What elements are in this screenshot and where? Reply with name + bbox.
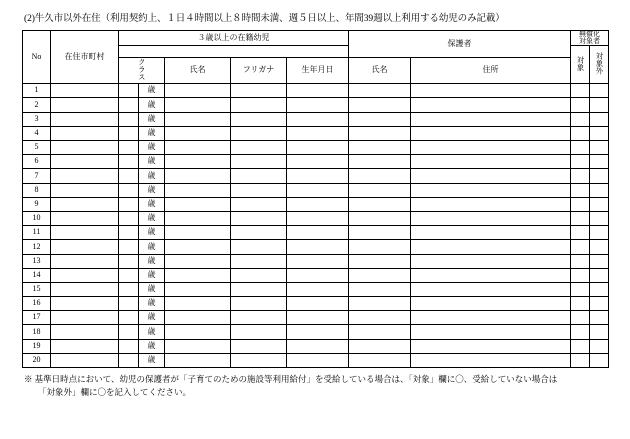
cell-address-city[interactable]	[51, 169, 119, 183]
cell-guardian-name[interactable]	[349, 240, 411, 254]
cell-class[interactable]	[119, 254, 139, 268]
cell-child-name[interactable]	[165, 282, 231, 296]
table-row	[23, 353, 609, 367]
col-header-not-target	[590, 46, 609, 84]
cell-target[interactable]	[571, 325, 590, 339]
cell-target[interactable]	[571, 297, 590, 311]
cell-not-target[interactable]	[590, 183, 609, 197]
cell-guardian-address[interactable]	[411, 311, 571, 325]
table-row	[23, 282, 609, 296]
cell-not-target[interactable]	[590, 84, 609, 98]
cell-not-target[interactable]	[590, 155, 609, 169]
col-header-no: No	[23, 31, 51, 84]
cell-guardian-address[interactable]	[411, 353, 571, 367]
cell-guardian-address[interactable]	[411, 226, 571, 240]
cell-address-city[interactable]	[51, 141, 119, 155]
table-row	[23, 339, 609, 353]
row-no: 3	[23, 112, 51, 126]
cell-guardian-name[interactable]	[349, 112, 411, 126]
table-row	[23, 155, 609, 169]
cell-age: 歳	[139, 226, 165, 240]
cell-not-target[interactable]	[590, 282, 609, 296]
not-target-label: 対象外	[594, 52, 604, 75]
cell-child-name[interactable]	[165, 126, 231, 140]
cell-target[interactable]	[571, 126, 590, 140]
row-no: 5	[23, 141, 51, 155]
cell-age: 歳	[139, 141, 165, 155]
cell-child-name[interactable]	[165, 254, 231, 268]
cell-guardian-name[interactable]	[349, 197, 411, 211]
cell-guardian-address[interactable]	[411, 112, 571, 126]
cell-guardian-name[interactable]	[349, 211, 411, 225]
cell-guardian-address[interactable]	[411, 325, 571, 339]
cell-birthdate[interactable]	[287, 183, 349, 197]
cell-furigana[interactable]	[231, 254, 287, 268]
cell-furigana[interactable]	[231, 155, 287, 169]
cell-class[interactable]	[119, 155, 139, 169]
row-no: 18	[23, 325, 51, 339]
cell-furigana[interactable]	[231, 183, 287, 197]
cell-not-target[interactable]	[590, 112, 609, 126]
cell-age: 歳	[139, 254, 165, 268]
cell-target[interactable]	[571, 268, 590, 282]
cell-not-target[interactable]	[590, 325, 609, 339]
footnote-marker: ※	[24, 374, 33, 385]
cell-target[interactable]	[571, 240, 590, 254]
cell-furigana[interactable]	[231, 311, 287, 325]
cell-address-city[interactable]	[51, 353, 119, 367]
col-header-child-name: 氏名	[165, 58, 231, 84]
row-no: 4	[23, 126, 51, 140]
cell-target[interactable]	[571, 353, 590, 367]
cell-child-name[interactable]	[165, 339, 231, 353]
cell-guardian-name[interactable]	[349, 126, 411, 140]
cell-target[interactable]	[571, 98, 590, 112]
cell-birthdate[interactable]	[287, 141, 349, 155]
cell-not-target[interactable]	[590, 297, 609, 311]
cell-furigana[interactable]	[231, 226, 287, 240]
row-no: 15	[23, 282, 51, 296]
col-header-guardian-address: 住所	[411, 58, 571, 84]
cell-furigana[interactable]	[231, 141, 287, 155]
cell-furigana[interactable]	[231, 84, 287, 98]
cell-child-name[interactable]	[165, 211, 231, 225]
cell-target[interactable]	[571, 282, 590, 296]
cell-not-target[interactable]	[590, 141, 609, 155]
cell-birthdate[interactable]	[287, 325, 349, 339]
cell-age: 歳	[139, 311, 165, 325]
cell-not-target[interactable]	[590, 126, 609, 140]
cell-address-city[interactable]	[51, 155, 119, 169]
row-no: 19	[23, 339, 51, 353]
cell-guardian-name[interactable]	[349, 226, 411, 240]
cell-birthdate[interactable]	[287, 197, 349, 211]
cell-address-city[interactable]	[51, 311, 119, 325]
cell-guardian-name[interactable]	[349, 282, 411, 296]
row-no: 7	[23, 169, 51, 183]
col-header-guardian-name: 氏名	[349, 58, 411, 84]
cell-class[interactable]	[119, 183, 139, 197]
footnote	[22, 373, 608, 399]
cell-birthdate[interactable]	[287, 254, 349, 268]
cell-address-city[interactable]	[51, 126, 119, 140]
cell-target[interactable]	[571, 339, 590, 353]
cell-child-name[interactable]	[165, 226, 231, 240]
cell-child-name[interactable]	[165, 169, 231, 183]
cell-child-name[interactable]	[165, 98, 231, 112]
cell-target[interactable]	[571, 155, 590, 169]
cell-class[interactable]	[119, 112, 139, 126]
cell-furigana[interactable]	[231, 240, 287, 254]
cell-furigana[interactable]	[231, 339, 287, 353]
cell-child-name[interactable]	[165, 325, 231, 339]
cell-target[interactable]	[571, 211, 590, 225]
cell-furigana[interactable]	[231, 112, 287, 126]
cell-not-target[interactable]	[590, 226, 609, 240]
cell-address-city[interactable]	[51, 297, 119, 311]
cell-guardian-name[interactable]	[349, 183, 411, 197]
cell-class[interactable]	[119, 226, 139, 240]
row-no: 9	[23, 197, 51, 211]
cell-birthdate[interactable]	[287, 353, 349, 367]
cell-furigana[interactable]	[231, 325, 287, 339]
table-row	[23, 311, 609, 325]
cell-not-target[interactable]	[590, 211, 609, 225]
row-no: 13	[23, 254, 51, 268]
cell-furigana[interactable]	[231, 126, 287, 140]
cell-guardian-name[interactable]	[349, 297, 411, 311]
cell-class[interactable]	[119, 311, 139, 325]
cell-class[interactable]	[119, 240, 139, 254]
cell-child-name[interactable]	[165, 183, 231, 197]
cell-target[interactable]	[571, 254, 590, 268]
table-row	[23, 126, 609, 140]
row-no: 2	[23, 98, 51, 112]
cell-target[interactable]	[571, 197, 590, 211]
cell-age: 歳	[139, 240, 165, 254]
cell-guardian-name[interactable]	[349, 84, 411, 98]
cell-class[interactable]	[119, 268, 139, 282]
cell-age: 歳	[139, 268, 165, 282]
cell-age: 歳	[139, 155, 165, 169]
cell-address-city[interactable]	[51, 282, 119, 296]
row-no: 6	[23, 155, 51, 169]
cell-not-target[interactable]	[590, 197, 609, 211]
cell-guardian-name[interactable]	[349, 353, 411, 367]
cell-address-city[interactable]	[51, 268, 119, 282]
cell-guardian-address[interactable]	[411, 197, 571, 211]
cell-birthdate[interactable]	[287, 226, 349, 240]
cell-target[interactable]	[571, 141, 590, 155]
cell-child-name[interactable]	[165, 268, 231, 282]
cell-guardian-name[interactable]	[349, 325, 411, 339]
cell-birthdate[interactable]	[287, 268, 349, 282]
col-header-free-group	[571, 31, 609, 46]
cell-guardian-address[interactable]	[411, 211, 571, 225]
cell-child-name[interactable]	[165, 297, 231, 311]
cell-address-city[interactable]	[51, 84, 119, 98]
cell-furigana[interactable]	[231, 353, 287, 367]
cell-guardian-address[interactable]	[411, 84, 571, 98]
col-header-child-group-spacer	[119, 46, 349, 58]
cell-address-city[interactable]	[51, 197, 119, 211]
cell-guardian-address[interactable]	[411, 268, 571, 282]
footnote-line1: 基準日時点において、幼児の保護者が「子育てのための施設等利用給付」を受給している場合は、「対象」欄に〇、受給していない場合は	[34, 374, 558, 385]
cell-child-name[interactable]	[165, 84, 231, 98]
cell-target[interactable]	[571, 169, 590, 183]
cell-guardian-name[interactable]	[349, 311, 411, 325]
cell-guardian-address[interactable]	[411, 141, 571, 155]
cell-furigana[interactable]	[231, 268, 287, 282]
cell-guardian-address[interactable]	[411, 155, 571, 169]
table-row	[23, 268, 609, 282]
cell-guardian-address[interactable]	[411, 297, 571, 311]
cell-birthdate[interactable]	[287, 155, 349, 169]
cell-furigana[interactable]	[231, 282, 287, 296]
cell-guardian-address[interactable]	[411, 240, 571, 254]
cell-birthdate[interactable]	[287, 297, 349, 311]
cell-child-name[interactable]	[165, 197, 231, 211]
row-no: 1	[23, 84, 51, 98]
table-row	[23, 254, 609, 268]
cell-birthdate[interactable]	[287, 211, 349, 225]
cell-class[interactable]	[119, 126, 139, 140]
col-header-guardian-group: 保護者	[349, 31, 571, 58]
table-row	[23, 98, 609, 112]
cell-guardian-name[interactable]	[349, 98, 411, 112]
cell-class[interactable]	[119, 282, 139, 296]
row-no: 10	[23, 211, 51, 225]
cell-furigana[interactable]	[231, 297, 287, 311]
cell-guardian-address[interactable]	[411, 254, 571, 268]
cell-target[interactable]	[571, 311, 590, 325]
cell-guardian-name[interactable]	[349, 339, 411, 353]
cell-age: 歳	[139, 84, 165, 98]
cell-furigana[interactable]	[231, 211, 287, 225]
cell-guardian-name[interactable]	[349, 141, 411, 155]
table-row	[23, 84, 609, 98]
col-header-furigana: フリガナ	[231, 58, 287, 84]
cell-not-target[interactable]	[590, 254, 609, 268]
col-header-class: クラス	[119, 58, 165, 84]
cell-age: 歳	[139, 197, 165, 211]
cell-age: 歳	[139, 98, 165, 112]
cell-age: 歳	[139, 339, 165, 353]
cell-class[interactable]	[119, 211, 139, 225]
cell-birthdate[interactable]	[287, 84, 349, 98]
cell-target[interactable]	[571, 112, 590, 126]
cell-age: 歳	[139, 183, 165, 197]
row-no: 8	[23, 183, 51, 197]
cell-child-name[interactable]	[165, 353, 231, 367]
cell-not-target[interactable]	[590, 268, 609, 282]
cell-address-city[interactable]	[51, 183, 119, 197]
cell-age: 歳	[139, 297, 165, 311]
cell-birthdate[interactable]	[287, 169, 349, 183]
cell-age: 歳	[139, 325, 165, 339]
cell-child-name[interactable]	[165, 112, 231, 126]
cell-address-city[interactable]	[51, 211, 119, 225]
cell-child-name[interactable]	[165, 155, 231, 169]
table-row	[23, 325, 609, 339]
table-row	[23, 112, 609, 126]
col-header-child-group: ３歳以上の在籍幼児	[119, 31, 349, 46]
cell-class[interactable]	[119, 197, 139, 211]
cell-not-target[interactable]	[590, 240, 609, 254]
table-row	[23, 183, 609, 197]
cell-not-target[interactable]	[590, 311, 609, 325]
cell-not-target[interactable]	[590, 353, 609, 367]
cell-birthdate[interactable]	[287, 311, 349, 325]
cell-furigana[interactable]	[231, 197, 287, 211]
free-group-line1: 無償化	[579, 30, 601, 38]
row-no: 20	[23, 353, 51, 367]
cell-not-target[interactable]	[590, 339, 609, 353]
cell-guardian-name[interactable]	[349, 169, 411, 183]
cell-not-target[interactable]	[590, 169, 609, 183]
cell-target[interactable]	[571, 183, 590, 197]
table-row	[23, 197, 609, 211]
footnote-line2: 「対象外」欄に〇を記入してください。	[38, 387, 192, 398]
cell-child-name[interactable]	[165, 240, 231, 254]
cell-birthdate[interactable]	[287, 98, 349, 112]
cell-not-target[interactable]	[590, 98, 609, 112]
cell-birthdate[interactable]	[287, 126, 349, 140]
cell-address-city[interactable]	[51, 112, 119, 126]
cell-furigana[interactable]	[231, 98, 287, 112]
page-title: (2)牛久市以外在住（利用契約上、１日４時間以上８時間未満、週５日以上、年間39週以上利用する幼児のみ記載）	[24, 14, 505, 24]
cell-age: 歳	[139, 112, 165, 126]
cell-birthdate[interactable]	[287, 240, 349, 254]
cell-guardian-name[interactable]	[349, 155, 411, 169]
cell-age: 歳	[139, 126, 165, 140]
cell-age: 歳	[139, 169, 165, 183]
cell-address-city[interactable]	[51, 325, 119, 339]
cell-class[interactable]	[119, 297, 139, 311]
cell-guardian-address[interactable]	[411, 183, 571, 197]
cell-target[interactable]	[571, 84, 590, 98]
row-no: 17	[23, 311, 51, 325]
cell-child-name[interactable]	[165, 311, 231, 325]
cell-target[interactable]	[571, 226, 590, 240]
cell-furigana[interactable]	[231, 169, 287, 183]
row-no: 12	[23, 240, 51, 254]
table-row	[23, 240, 609, 254]
cell-address-city[interactable]	[51, 240, 119, 254]
cell-age: 歳	[139, 211, 165, 225]
cell-class[interactable]	[119, 169, 139, 183]
cell-class[interactable]	[119, 339, 139, 353]
table-header-group-row	[23, 31, 609, 46]
cell-guardian-address[interactable]	[411, 282, 571, 296]
cell-class[interactable]	[119, 325, 139, 339]
col-header-address-city: 在住市町村	[51, 31, 119, 84]
cell-guardian-address[interactable]	[411, 126, 571, 140]
row-no: 14	[23, 268, 51, 282]
cell-guardian-address[interactable]	[411, 98, 571, 112]
table-row	[23, 297, 609, 311]
cell-address-city[interactable]	[51, 339, 119, 353]
cell-class[interactable]	[119, 98, 139, 112]
cell-guardian-name[interactable]	[349, 268, 411, 282]
table-row	[23, 141, 609, 155]
cell-birthdate[interactable]	[287, 339, 349, 353]
cell-age: 歳	[139, 282, 165, 296]
col-header-birthdate: 生年月日	[287, 58, 349, 84]
cell-class[interactable]	[119, 141, 139, 155]
free-group-line2: 対象者	[579, 37, 601, 45]
cell-address-city[interactable]	[51, 254, 119, 268]
cell-guardian-address[interactable]	[411, 339, 571, 353]
cell-guardian-address[interactable]	[411, 169, 571, 183]
target-label: 対象	[575, 55, 585, 71]
cell-class[interactable]	[119, 353, 139, 367]
cell-class[interactable]	[119, 84, 139, 98]
table-row	[23, 211, 609, 225]
row-no: 16	[23, 297, 51, 311]
cell-birthdate[interactable]	[287, 282, 349, 296]
cell-guardian-name[interactable]	[349, 254, 411, 268]
cell-age: 歳	[139, 353, 165, 367]
row-no: 11	[23, 226, 51, 240]
enrollment-table	[22, 30, 609, 368]
cell-birthdate[interactable]	[287, 112, 349, 126]
cell-address-city[interactable]	[51, 226, 119, 240]
table-body	[23, 84, 609, 368]
table-row	[23, 226, 609, 240]
cell-address-city[interactable]	[51, 98, 119, 112]
col-header-target	[571, 46, 590, 84]
table-row	[23, 169, 609, 183]
cell-child-name[interactable]	[165, 141, 231, 155]
